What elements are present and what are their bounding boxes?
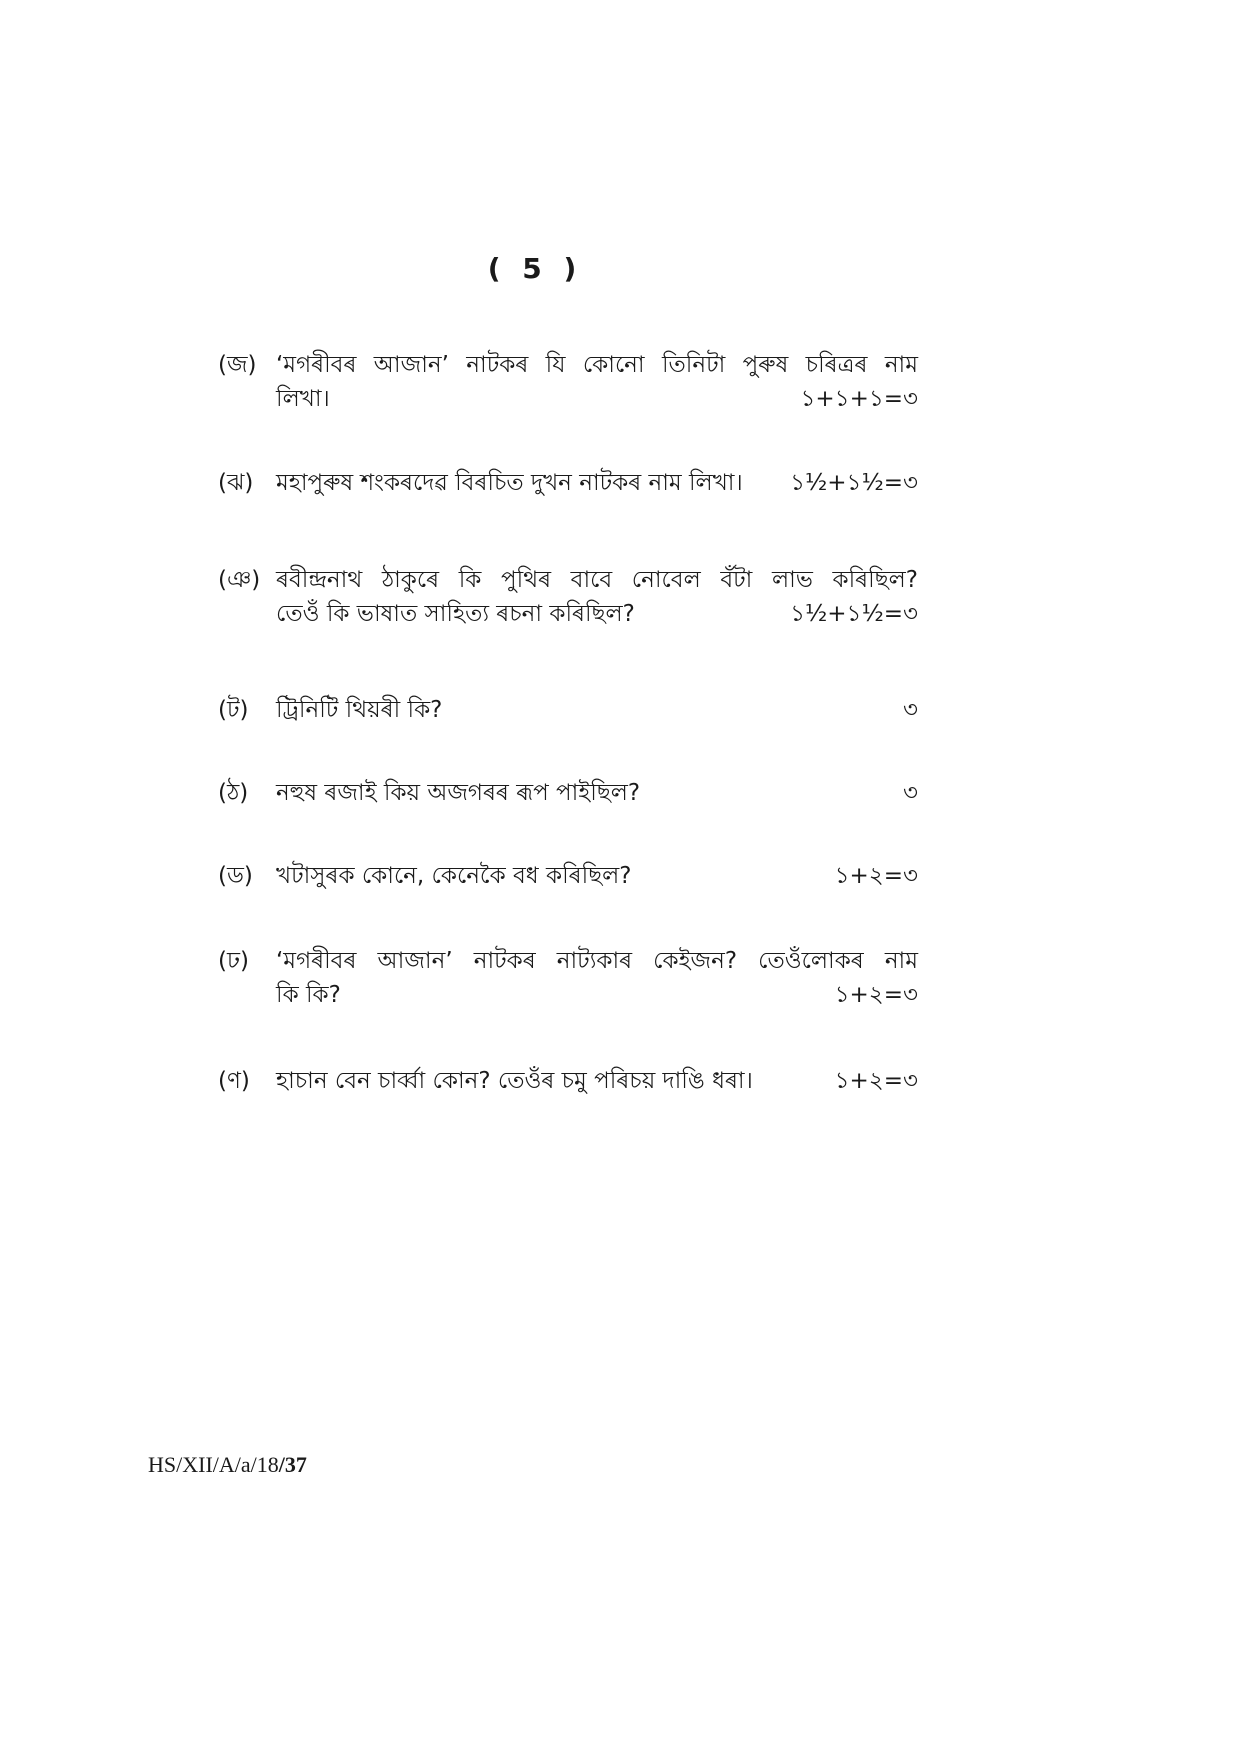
question-body — [276, 563, 918, 631]
question-text-line1: হাচান বেন চাৰ্ব্বা কোন? তেওঁৰ চমু পৰিচয় দাঙি ধৰা। — [276, 1068, 753, 1094]
question-label: (ণ) — [218, 1068, 250, 1094]
question-ja — [218, 348, 918, 416]
question-tta — [218, 693, 918, 727]
question-line1 — [276, 693, 918, 727]
question-body — [276, 859, 918, 893]
question-body — [276, 1064, 918, 1098]
question-marks: ১+১+১=৩ — [800, 386, 918, 412]
question-nya — [218, 563, 918, 631]
question-line2 — [276, 382, 918, 416]
question-body — [276, 466, 918, 500]
question-marks: ১½+১½=৩ — [790, 470, 918, 496]
question-body — [276, 776, 918, 810]
question-marks: ১+২=৩ — [834, 982, 918, 1008]
footer-code — [148, 1452, 307, 1478]
question-text-line2: লিখা। — [276, 386, 330, 412]
footer-code-text: HS/XII/A/a/18 — [148, 1452, 279, 1477]
question-marks: ১½+১½=৩ — [790, 601, 918, 627]
question-text-line1: ৰবীন্দ্ৰনাথ ঠাকুৰে কি পুথিৰ বাবে নোবেল বঁটা লাভ কৰিছিল? — [276, 567, 918, 593]
question-marks: ১+২=৩ — [834, 863, 918, 889]
question-nna — [218, 1064, 918, 1098]
question-body — [276, 944, 918, 1012]
question-text-line1: ‘মগৰীবৰ আজান’ নাটকৰ নাট্যকাৰ কেইজন? তেওঁলোকৰ নাম — [276, 948, 918, 974]
question-line1 — [276, 466, 918, 500]
question-ttha — [218, 776, 918, 810]
question-label: (জ) — [218, 352, 257, 378]
question-body — [276, 693, 918, 727]
question-marks: ৩ — [903, 780, 918, 806]
question-text-line1: খটাসুৰক কোনে, কেনেকৈ বধ কৰিছিল? — [276, 863, 632, 889]
question-text-line1: নহুষ ৰজাই কিয় অজগৰৰ ৰূপ পাইছিল? — [276, 780, 641, 806]
page-number: ( 5 ) — [487, 252, 583, 285]
question-line1 — [276, 776, 918, 810]
question-text-line1: ‘মগৰীবৰ আজান’ নাটকৰ যি কোনো তিনিটা পুৰুষ চৰিত্ৰৰ নাম — [276, 352, 918, 378]
question-ddha — [218, 944, 918, 1012]
question-jha — [218, 466, 918, 500]
question-line1 — [276, 859, 918, 893]
question-label: (ঞ) — [218, 567, 261, 593]
question-text-line2: কি কি? — [276, 982, 341, 1008]
question-text-line1: ট্ৰিনিটি থিয়ৰী কি? — [276, 697, 443, 723]
question-dda — [218, 859, 918, 893]
question-marks: ৩ — [903, 697, 918, 723]
question-label: (ড) — [218, 863, 253, 889]
question-text-line2: তেওঁ কি ভাষাত সাহিত্য ৰচনা কৰিছিল? — [276, 601, 635, 627]
question-text-line1: মহাপুৰুষ শংকৰদেৱ বিৰচিত দুখন নাটকৰ নাম লিখা। — [276, 470, 743, 496]
question-marks: ১+২=৩ — [834, 1068, 918, 1094]
question-label: (ঠ) — [218, 780, 249, 806]
question-label: (ঝ) — [218, 470, 254, 496]
question-label: (ট) — [218, 697, 249, 723]
footer-code-suffix: /37 — [278, 1452, 307, 1477]
question-line2 — [276, 978, 918, 1012]
question-line2 — [276, 597, 918, 631]
question-line1 — [276, 1064, 918, 1098]
question-label: (ঢ) — [218, 948, 249, 974]
question-body — [276, 348, 918, 416]
